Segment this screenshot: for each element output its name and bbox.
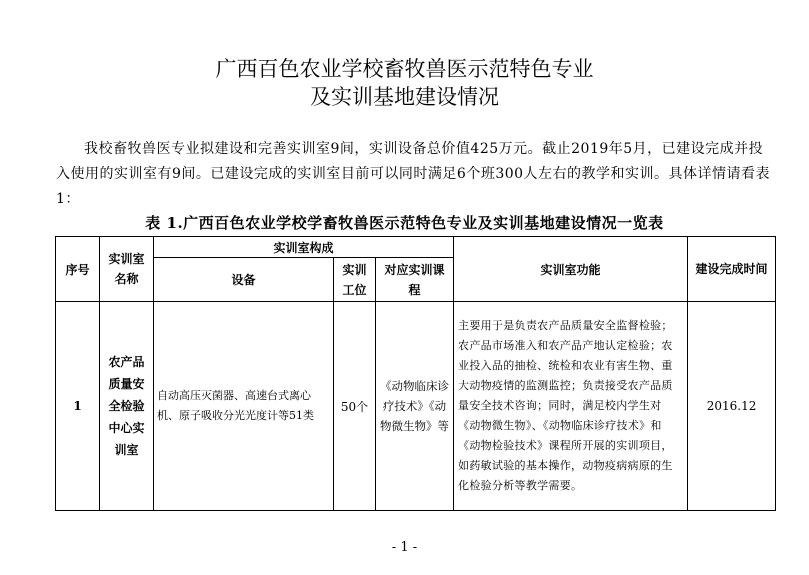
header-equipment: 设备 [154,258,334,302]
header-stations: 实训工位 [334,258,376,302]
cell-seq: 1 [56,302,100,511]
intro-paragraph [56,137,776,212]
table-row [56,302,776,511]
document-title-line1: 广西百色农业学校畜牧兽医示范特色专业 [215,57,594,81]
cell-stations: 50个 [334,302,376,511]
cell-room-name: 农产品质量安全检验中心实训室 [100,302,154,511]
cell-equipment: 自动高压灭菌器、高速台式离心机、原子吸收分光光度计等51类 [154,302,334,511]
header-composition: 实训室构成 [154,237,454,258]
header-seq: 序号 [56,237,100,302]
cell-function: 主要用于是负责农产品质量安全监督检验；农产品市场准入和农产品产地认定检验；农业投入品的抽检、统检和农业有害生物、重大动物疫情的监测监控；负责接受农产品质量安全技术咨询；同时，满足校内学生对《动物微生物》、《动物临床诊疗技术》和《动物检验技术》课程所开展的实训项目，如药敏试验的基本操作，动物疫病病原的生化检验分析等教学需要。 [454,302,688,511]
intro-paragraph-text: 我校畜牧兽医专业拟建设和完善实训室9间，实训设备总价值425万元。截止2019年5月，已建设完成并投入使用的实训室有9间。已建设完成的实训室目前可以同时满足6个班300人左右的教学和实训。具体详情请看表1： [56,141,771,207]
document-title-line2: 及实训基地建设情况 [310,85,499,109]
cell-course: 《动物临床诊疗技术》《动物微生物》等 [376,302,454,511]
page-number: - 1 - [391,540,418,555]
table-caption: 表 1.广西百色农业学校学畜牧兽医示范特色专业及实训基地建设情况一览表 [145,214,664,232]
construction-table [55,236,776,511]
cell-completion: 2016.12 [688,302,776,511]
header-function: 实训室功能 [454,237,688,302]
header-course: 对应实训课程 [376,258,454,302]
header-room-name: 实训室名称 [100,237,154,302]
header-completion: 建设完成时间 [688,237,776,302]
